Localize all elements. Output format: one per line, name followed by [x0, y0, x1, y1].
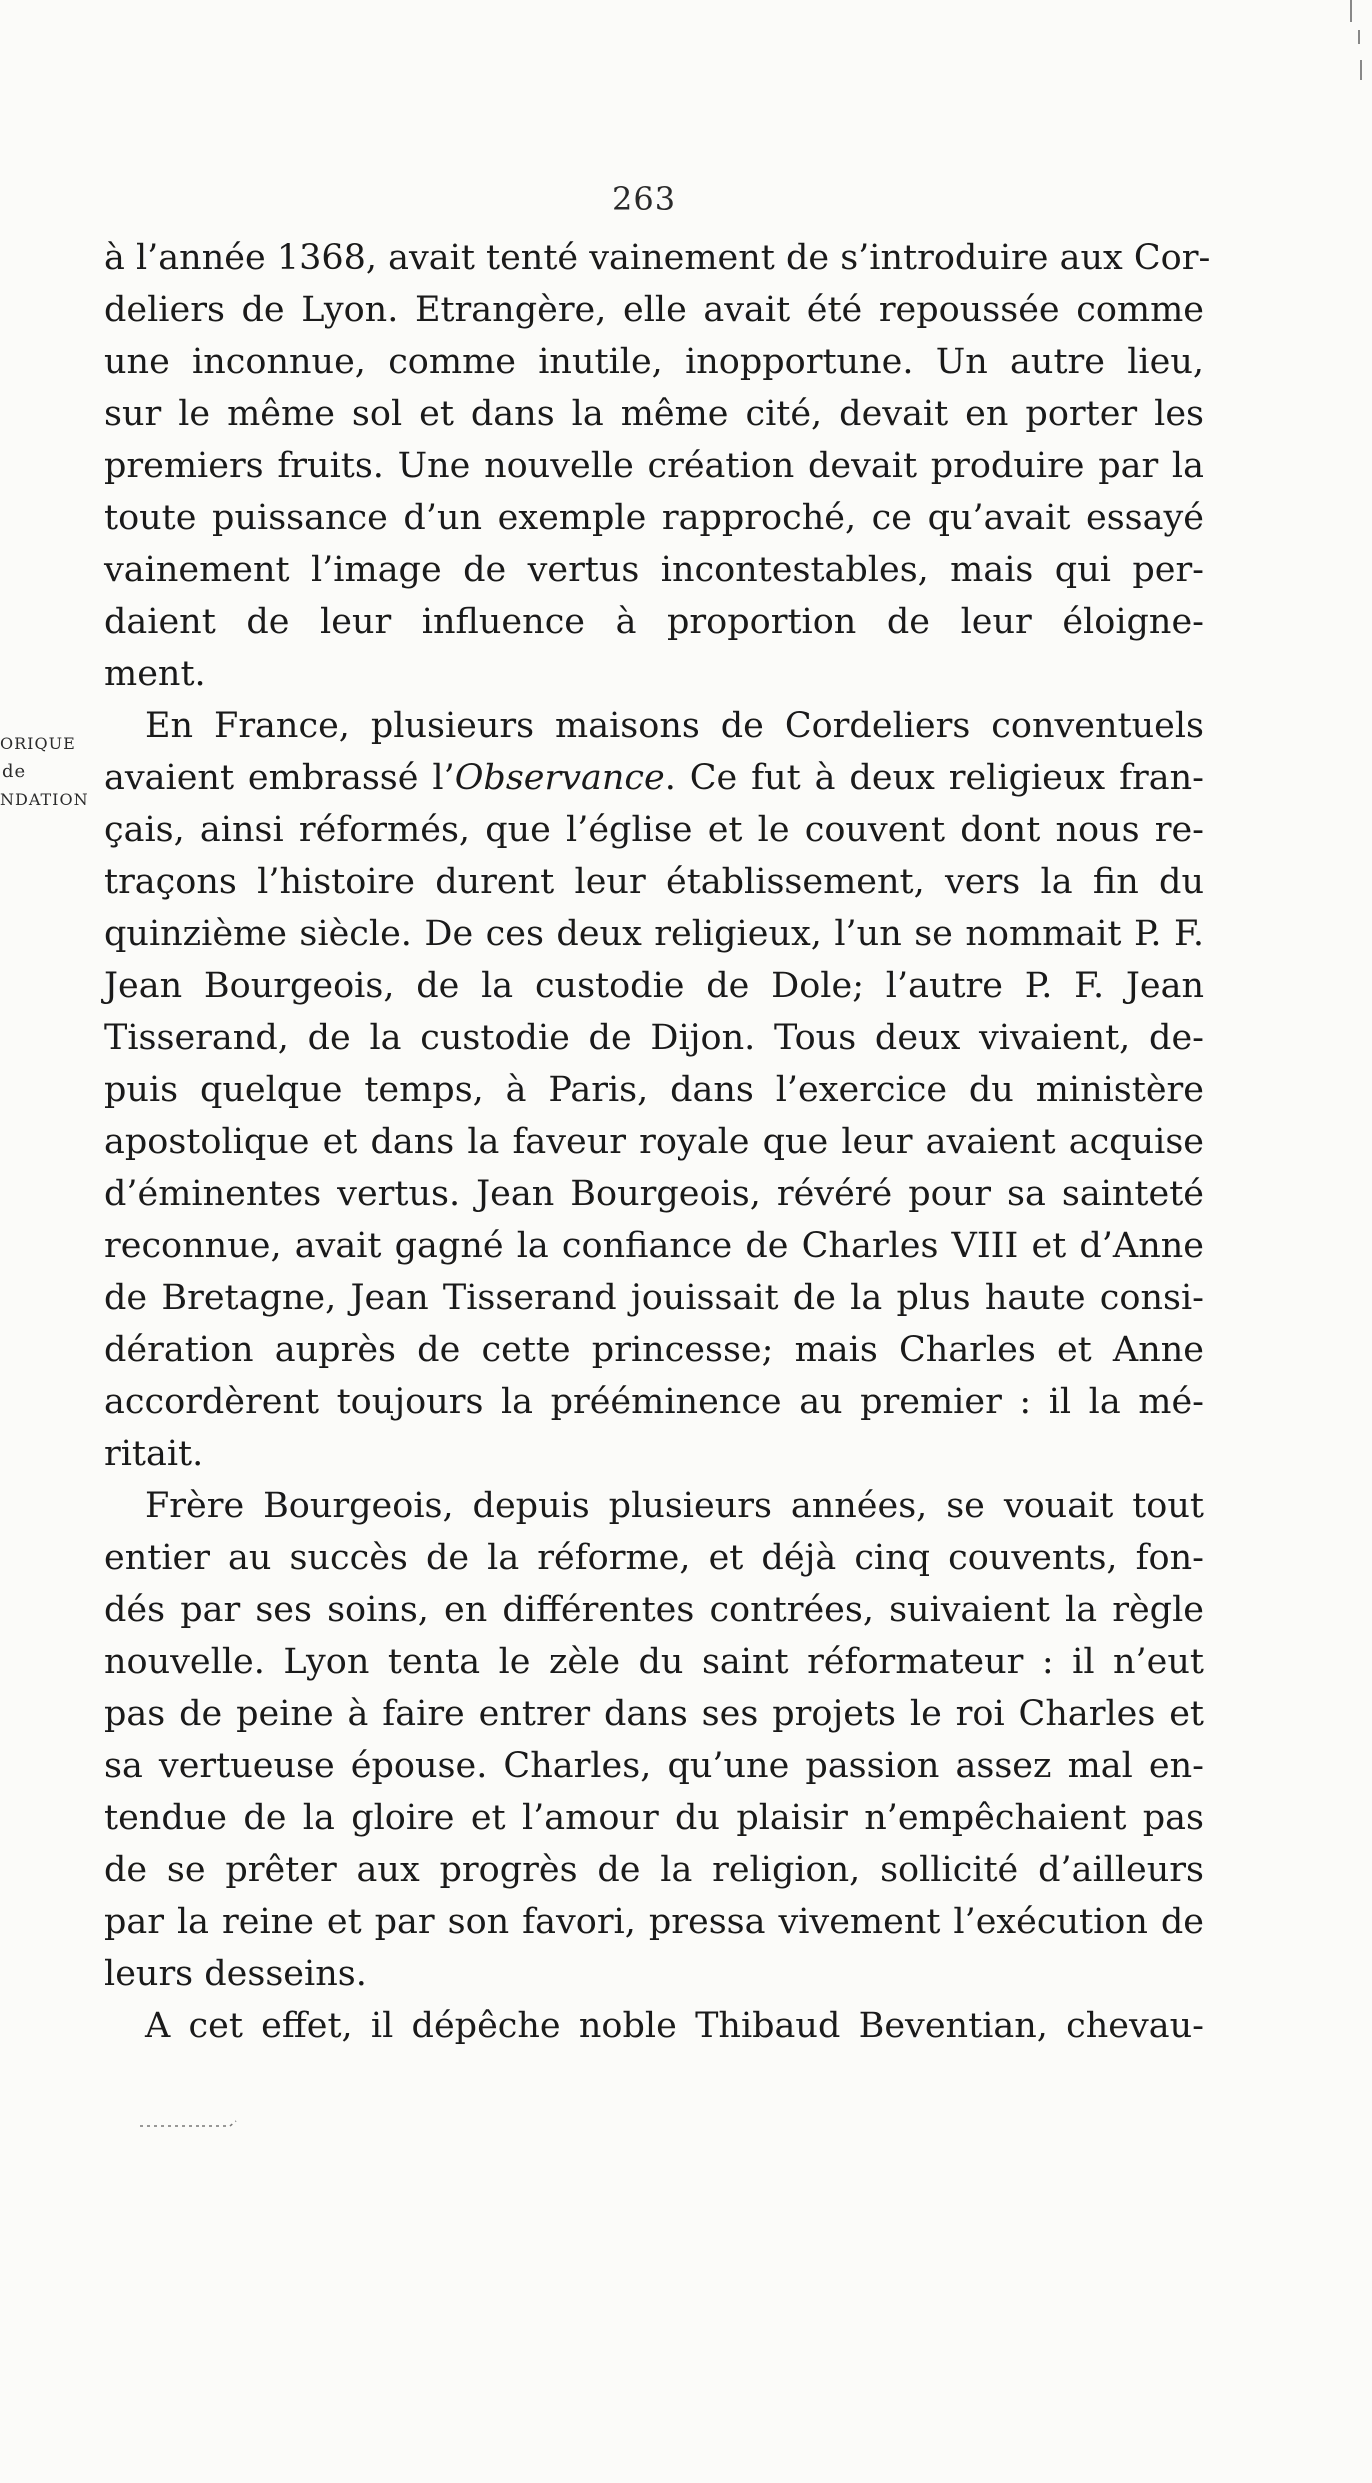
- text-line: sa vertueuse épouse. Charles, qu’une passion assez mal en-: [104, 1746, 1204, 1786]
- text-line: dération auprès de cette princesse; mais Charles et Anne: [104, 1330, 1204, 1370]
- scan-artifact-mark: [140, 2120, 240, 2130]
- text-line: quinzième siècle. De ces deux religieux, l’un se nommait P. F.: [104, 914, 1204, 954]
- text-line: entier au succès de la réforme, et déjà cinq couvents, fon-: [104, 1538, 1204, 1578]
- text-line: toute puissance d’un exemple rapproché, ce qu’avait essayé: [104, 498, 1204, 538]
- text-line: apostolique et dans la faveur royale que leur avaient acquise: [104, 1122, 1204, 1162]
- text-line: par la reine et par son favori, pressa vivement l’exécution de: [104, 1902, 1204, 1942]
- margin-note-line: de: [2, 761, 27, 782]
- text-line: de Bretagne, Jean Tisserand jouissait de la plus haute consi-: [104, 1278, 1204, 1318]
- scan-edge-marks: [1348, 0, 1368, 160]
- text-line: ritait.: [104, 1434, 204, 1474]
- page-number: 263: [612, 180, 677, 218]
- text-line: tendue de la gloire et l’amour du plaisir n’empêchaient pas: [104, 1798, 1204, 1838]
- text-line: reconnue, avait gagné la confiance de Charles VIII et d’Anne: [104, 1226, 1204, 1266]
- margin-note-line: ORIQUE: [0, 734, 76, 753]
- text-line: çais, ainsi réformés, que l’église et le couvent dont nous re-: [104, 810, 1204, 850]
- text-line: Tisserand, de la custodie de Dijon. Tous deux vivaient, de-: [104, 1018, 1204, 1058]
- text-line: Jean Bourgeois, de la custodie de Dole; l’autre P. F. Jean: [104, 966, 1204, 1006]
- margin-note: [0, 730, 96, 814]
- text-line: leurs desseins.: [104, 1954, 367, 1994]
- text-line: puis quelque temps, à Paris, dans l’exercice du ministère: [104, 1070, 1204, 1110]
- text-segment: . Ce fut à deux religieux fran-: [664, 758, 1204, 798]
- text-line: nouvelle. Lyon tenta le zèle du saint réformateur : il n’eut: [104, 1642, 1204, 1682]
- text-line: A cet effet, il dépêche noble Thibaud Beventian, chevau-: [145, 2006, 1204, 2046]
- italic-word: Observance: [454, 758, 665, 798]
- text-line: En France, plusieurs maisons de Cordeliers conventuels: [145, 706, 1204, 746]
- text-line: vainement l’image de vertus incontestables, mais qui per-: [104, 550, 1204, 590]
- text-line: d’éminentes vertus. Jean Bourgeois, révéré pour sa sainteté: [104, 1174, 1204, 1214]
- text-line: de se prêter aux progrès de la religion, sollicité d’ailleurs: [104, 1850, 1204, 1890]
- text-line: premiers fruits. Une nouvelle création devait produire par la: [104, 446, 1204, 486]
- text-segment: avaient embrassé l’: [104, 758, 455, 798]
- body-text: [104, 232, 1211, 2052]
- text-line-with-italic: [104, 752, 1204, 804]
- text-line: à l’année 1368, avait tenté vainement de s’introduire aux Cor-: [104, 238, 1211, 278]
- text-line: accordèrent toujours la prééminence au premier : il la mé-: [104, 1382, 1204, 1422]
- text-line: ment.: [104, 654, 206, 694]
- text-line: deliers de Lyon. Etrangère, elle avait été repoussée comme: [104, 290, 1204, 330]
- text-line: sur le même sol et dans la même cité, devait en porter les: [104, 394, 1204, 434]
- text-line: Frère Bourgeois, depuis plusieurs années, se vouait tout: [145, 1486, 1204, 1526]
- text-line: traçons l’histoire durent leur établissement, vers la fin du: [104, 862, 1204, 902]
- text-line: daient de leur influence à proportion de leur éloigne-: [104, 602, 1204, 642]
- text-line: pas de peine à faire entrer dans ses projets le roi Charles et: [104, 1694, 1204, 1734]
- text-line: dés par ses soins, en différentes contrées, suivaient la règle: [104, 1590, 1204, 1630]
- text-line: une inconnue, comme inutile, inopportune. Un autre lieu,: [104, 342, 1204, 382]
- margin-note-line: NDATION: [0, 790, 89, 809]
